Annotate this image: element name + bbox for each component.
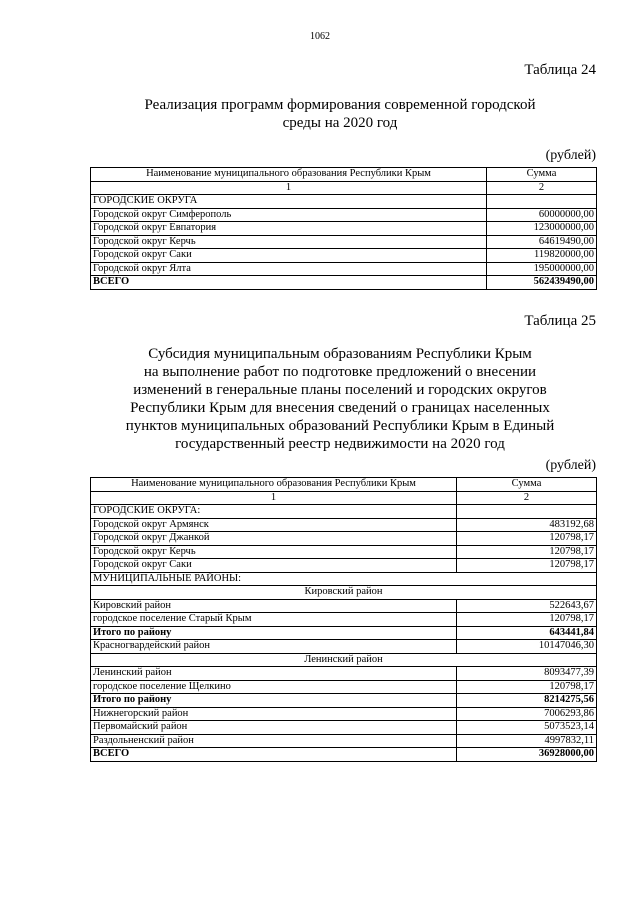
row-amount: 4997832,11: [457, 734, 597, 748]
row-amount: 123000000,00: [487, 222, 597, 236]
section-row: [91, 572, 597, 586]
table-row: [91, 640, 597, 654]
row-name: Нижнегорский район: [91, 707, 457, 721]
total-label: ВСЕГО: [91, 276, 487, 290]
row-name: Первомайский район: [91, 721, 457, 735]
col-number: 2: [487, 181, 597, 195]
section-label: МУНИЦИПАЛЬНЫЕ РАЙОНЫ:: [91, 572, 597, 586]
table-25: [90, 477, 597, 762]
table-row: [91, 613, 597, 627]
col-number: 2: [457, 491, 597, 505]
row-amount: 8093477,39: [457, 667, 597, 681]
district-total-row: [91, 626, 597, 640]
title-line: изменений в генеральные планы поселений и городских округов: [133, 382, 547, 398]
section-label: ГОРОДСКИЕ ОКРУГА:: [91, 505, 457, 519]
total-amount: 562439490,00: [487, 276, 597, 290]
row-name: городское поселение Щелкино: [91, 680, 457, 694]
table-row: [91, 222, 597, 236]
table-25-unit: (рублей): [545, 458, 596, 473]
title-line: среды на 2020 год: [282, 115, 398, 131]
section-label: ГОРОДСКИЕ ОКРУГА: [91, 195, 487, 209]
district-total-amount: 643441,84: [457, 626, 597, 640]
title-line: на выполнение работ по подготовке предложений о внесении: [143, 364, 537, 380]
table-row: [91, 667, 597, 681]
row-amount: 120798,17: [457, 559, 597, 573]
district-heading: Кировский район: [91, 586, 597, 600]
district-heading-row: [91, 586, 597, 600]
row-name: Городской округ Евпатория: [91, 222, 487, 236]
total-row: [91, 276, 597, 290]
row-amount: 119820000,00: [487, 249, 597, 263]
table-row: [91, 208, 597, 222]
section-row: [91, 195, 597, 209]
title-line: Субсидия муниципальным образованиям Республики Крым: [148, 346, 532, 362]
total-amount: 36928000,00: [457, 748, 597, 762]
col-number: 1: [91, 181, 487, 195]
row-amount: 10147046,30: [457, 640, 597, 654]
table-row: [91, 262, 597, 276]
table-row: [91, 532, 597, 546]
table-row: [91, 559, 597, 573]
row-name: Городской округ Ялта: [91, 262, 487, 276]
row-amount: 195000000,00: [487, 262, 597, 276]
table-row: [91, 707, 597, 721]
row-amount: 522643,67: [457, 599, 597, 613]
title-line: государственный реестр недвижимости на 2020 год: [175, 436, 505, 452]
district-total-label: Итого по району: [91, 694, 457, 708]
row-amount: 60000000,00: [487, 208, 597, 222]
page-number: 1062: [310, 31, 330, 42]
row-amount: 5073523,14: [457, 721, 597, 735]
row-amount: 120798,17: [457, 613, 597, 627]
table-row: [91, 518, 597, 532]
row-name: Городской округ Джанкой: [91, 532, 457, 546]
row-name: Красногвардейский район: [91, 640, 457, 654]
title-line: пунктов муниципальных образований Республики Крым в Единый: [125, 418, 555, 434]
col-number: 1: [91, 491, 457, 505]
row-amount: 120798,17: [457, 545, 597, 559]
row-name: городское поселение Старый Крым: [91, 613, 457, 627]
table-24-label: Таблица 24: [524, 62, 596, 78]
district-total-row: [91, 694, 597, 708]
table-row: [91, 235, 597, 249]
district-total-amount: 8214275,56: [457, 694, 597, 708]
column-numbers-row: [91, 181, 597, 195]
district-heading-row: [91, 653, 597, 667]
row-name: Городской округ Саки: [91, 249, 487, 263]
title-line: Реализация программ формирования современной городской: [144, 97, 536, 113]
header-name: Наименование муниципального образования Республики Крым: [91, 168, 487, 182]
table-24: [90, 167, 597, 290]
row-amount: 64619490,00: [487, 235, 597, 249]
total-row: [91, 748, 597, 762]
table-25-label: Таблица 25: [524, 313, 596, 329]
header-name: Наименование муниципального образования Республики Крым: [91, 478, 457, 492]
table-row: [91, 734, 597, 748]
table-row: [91, 721, 597, 735]
district-heading: Ленинский район: [91, 653, 597, 667]
header-row: [91, 168, 597, 182]
row-name: Раздольненский район: [91, 734, 457, 748]
title-line: Республики Крым для внесения сведений о границах населенных: [130, 400, 550, 416]
table-row: [91, 599, 597, 613]
header-amount: Сумма: [487, 168, 597, 182]
row-name: Городской округ Симферополь: [91, 208, 487, 222]
row-name: Городской округ Армянск: [91, 518, 457, 532]
table-25-title: [70, 345, 610, 453]
row-name: Городской округ Керчь: [91, 545, 457, 559]
row-name: Кировский район: [91, 599, 457, 613]
district-total-label: Итого по району: [91, 626, 457, 640]
row-amount: 120798,17: [457, 680, 597, 694]
table-row: [91, 545, 597, 559]
table-24-unit: (рублей): [545, 148, 596, 163]
table-row: [91, 680, 597, 694]
total-label: ВСЕГО: [91, 748, 457, 762]
section-row: [91, 505, 597, 519]
row-amount: 7006293,86: [457, 707, 597, 721]
row-amount: 120798,17: [457, 532, 597, 546]
row-name: Городской округ Керчь: [91, 235, 487, 249]
header-amount: Сумма: [457, 478, 597, 492]
header-row: [91, 478, 597, 492]
row-name: Ленинский район: [91, 667, 457, 681]
row-name: Городской округ Саки: [91, 559, 457, 573]
row-amount: 483192,68: [457, 518, 597, 532]
table-24-title: [70, 96, 610, 132]
column-numbers-row: [91, 491, 597, 505]
table-row: [91, 249, 597, 263]
